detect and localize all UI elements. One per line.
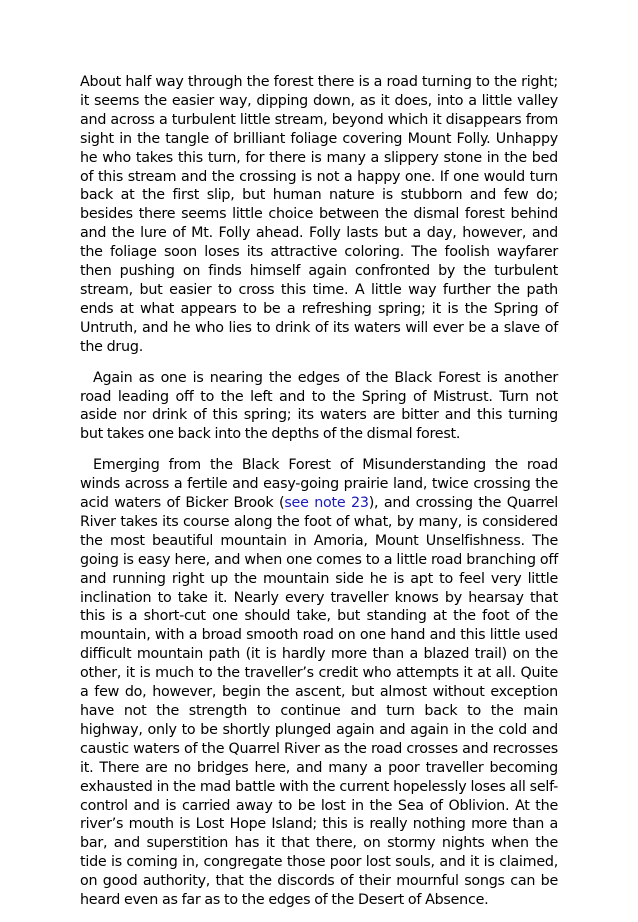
paragraph-spring-of-mistrust: Again as one is nearing the edges of the Black Forest is another road leading off to the left and to the Spring of Mistrust. Turn not aside nor drink of this spring; its waters are bitter and this turning but takes one back into the depths of the dismal forest. — [80, 369, 558, 443]
paragraph-text-before-link: Emerging from the Black Forest of Misunderstanding the road winds across a fertile and easy-going prairie land, twice crossing the acid waters of Bicker Brook ( — [80, 457, 558, 512]
paragraph-quarrel-river — [80, 456, 558, 910]
note-23-link[interactable]: see note 23 — [284, 495, 369, 512]
paragraph-road-to-mount-folly: About half way through the forest there is a road turning to the right; it seems the easier way, dipping down, as it does, into a little valley and across a turbulent little stream, beyond which it disappears from sight in the tangle of brilliant foliage covering Mount Folly. Unhappy he who takes this turn, for there is many a slippery stone in the bed of this stream and the crossing is not a happy one. If one would turn back at the first slip, but human nature is stubborn and few do; besides there seems little choice between the dismal forest behind and the lure of Mt. Folly ahead. Folly lasts but a day, however, and the foliage soon loses its attractive coloring. The foolish wayfarer then pushing on finds himself again confronted by the turbulent stream, but easier to cross this time. A little way further the path ends at what appears to be a refreshing spring; it is the Spring of Untruth, and he who lies to drink of its waters will ever be a slave of the drug. — [80, 74, 558, 355]
paragraph-text-after-link: ), and crossing the Quarrel River takes its course along the foot of what, by many, is considered the most beautiful mountain in Amoria, Mount Unselfishness. The going is easy here, and when one comes to a little road branching off and running right up the mountain side he is apt to feel very little inclination to take it. Nearly every traveller knows by hearsay that this is a short-cut one should take, but standing at the foot of the mountain, with a broad smooth road on one hand and this little used difficult mountain path (it is hardly more than a blazed trail) on the other, it is much to the traveller’s credit who attempts it at all. Quite a few do, however, begin the ascent, but almost without exception have not the strength to continue and turn back to the main highway, only to be shortly plunged again and again in the cold and caustic waters of the Quarrel River as the road crosses and recrosses it. There are no bridges here, and many a poor traveller becoming exhausted in the mad battle with the current hopelessly loses all self-control and is carried away to be lost in the Sea of Oblivion. At the river’s mouth is Lost Hope Island; this is really nothing more than a bar, and superstition has it that there, on stormy nights when the tide is coming in, congregate those poor lost souls, and it is claimed, on good authority, that the discords of their mournful songs can be heard even as far as to the edges of the Desert of Absence. — [80, 495, 558, 909]
document-page — [80, 73, 558, 922]
